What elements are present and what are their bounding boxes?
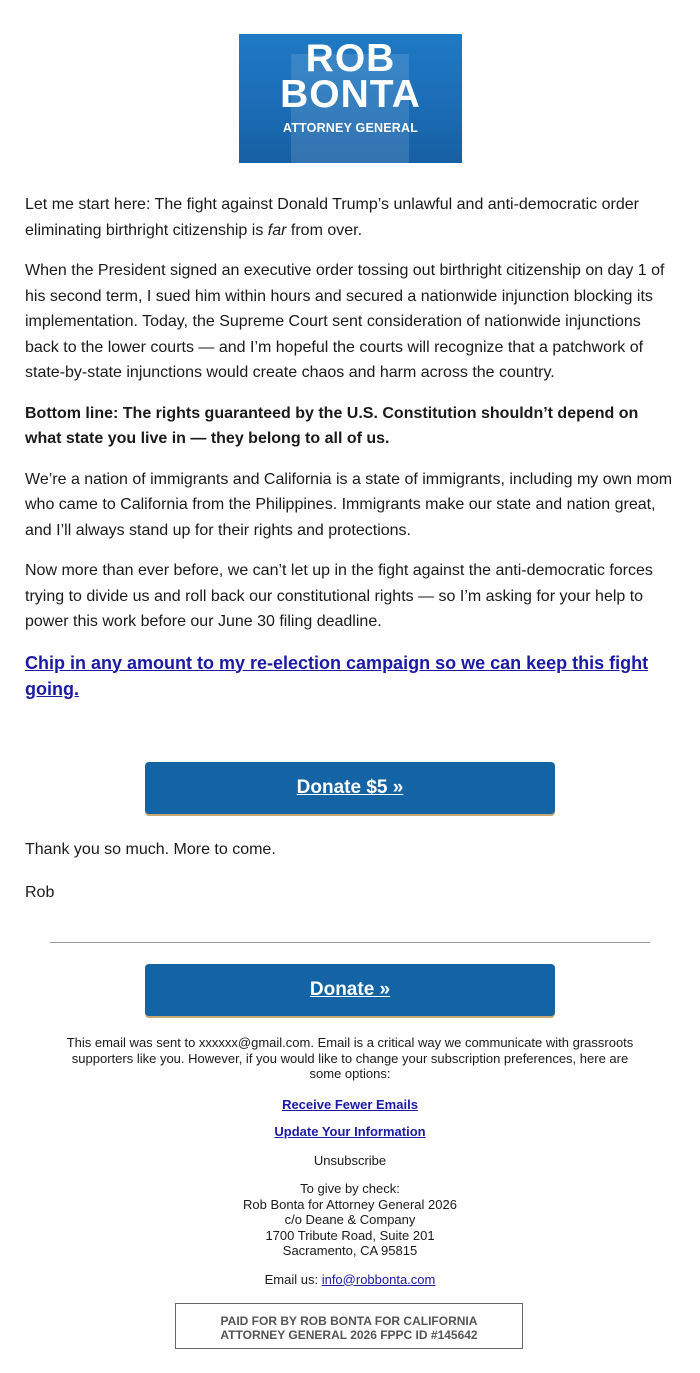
signature: Rob [25,884,55,901]
campaign-logo [239,34,462,163]
check-address-line: Sacramento, CA 95815 [282,1243,418,1258]
footer-divider [50,942,650,943]
logo-first-name: ROB [305,37,396,80]
donate-5-button[interactable]: Donate $5 » [145,762,555,814]
update-information-link[interactable]: Update Your Information [274,1124,426,1139]
email-us: Email us: info@robbonta.com [264,1271,436,1287]
check-address-line: 1700 Tribute Road, Suite 201 [265,1227,435,1243]
logo-title: ATTORNEY GENERAL [282,121,419,135]
subscription-notice: This email was sent to xxxxxx@gmail.com. Email is a critical way we communicate with grassroots supporters like you. However, if you would like to change your subscription preferences, here are some options: [66,1035,634,1081]
donate-button[interactable]: Donate » [145,964,555,1016]
paragraph-ask: Now more than ever before, we can’t let up in the fight against the anti-democratic forces trying to divide us and roll back our constitutional rights — so I’m asking for your help to power this work before our June 30 filing deadline. [25,562,653,630]
footer [60,1035,640,1287]
check-intro: To give by check: [300,1181,400,1196]
chip-in-link[interactable]: Chip in any amount to my re-election campaign so we can keep this fight going. [25,652,649,699]
thank-you-text: Thank you so much. More to come. [25,841,276,858]
check-address-line: c/o Deane & Company [284,1212,416,1227]
logo-last-name: BONTA [280,73,421,116]
paragraph-immigrants: We’re a nation of immigrants and California is a state of immigrants, including my own mom who came to California from the Philippines. Immigrants make our state and nation great, and I’ll always stand up for their rights and protections. [25,470,673,539]
unsubscribe-link[interactable]: Unsubscribe [313,1152,387,1168]
email-body [25,192,675,730]
emphasis-far: far [267,221,287,239]
paragraph-executive-order: When the President signed an executive order tossing out birthright citizenship on day 1 of his second term, I sued him within hours and secured a nationwide injunction blocking its implementation. Today, the Supreme Court sent consideration of nationwide injunctions back to the lower courts — and I’m hopeful the courts will recognize that a patchwork of state-by-state injunctions would create chaos and harm across the country. [25,262,665,381]
check-address-line: Rob Bonta for Attorney General 2026 [243,1196,457,1212]
paragraph-bottom-line: Bottom line: The rights guaranteed by the U.S. Constitution shouldn’t depend on what state you live in — they belong to all of us. [25,404,639,447]
receive-fewer-emails-link[interactable]: Receive Fewer Emails [282,1096,418,1112]
paid-for-disclaimer: PAID FOR BY ROB BONTA FOR CALIFORNIA ATTORNEY GENERAL 2026 FPPC ID #145642 [175,1303,523,1349]
email-address-link[interactable]: info@robbonta.com [321,1271,436,1287]
paragraph-intro: Let me start here: The fight against Donald Trump’s unlawful and anti-democratic order eliminating birthright citizenship is far from over. [25,196,639,239]
